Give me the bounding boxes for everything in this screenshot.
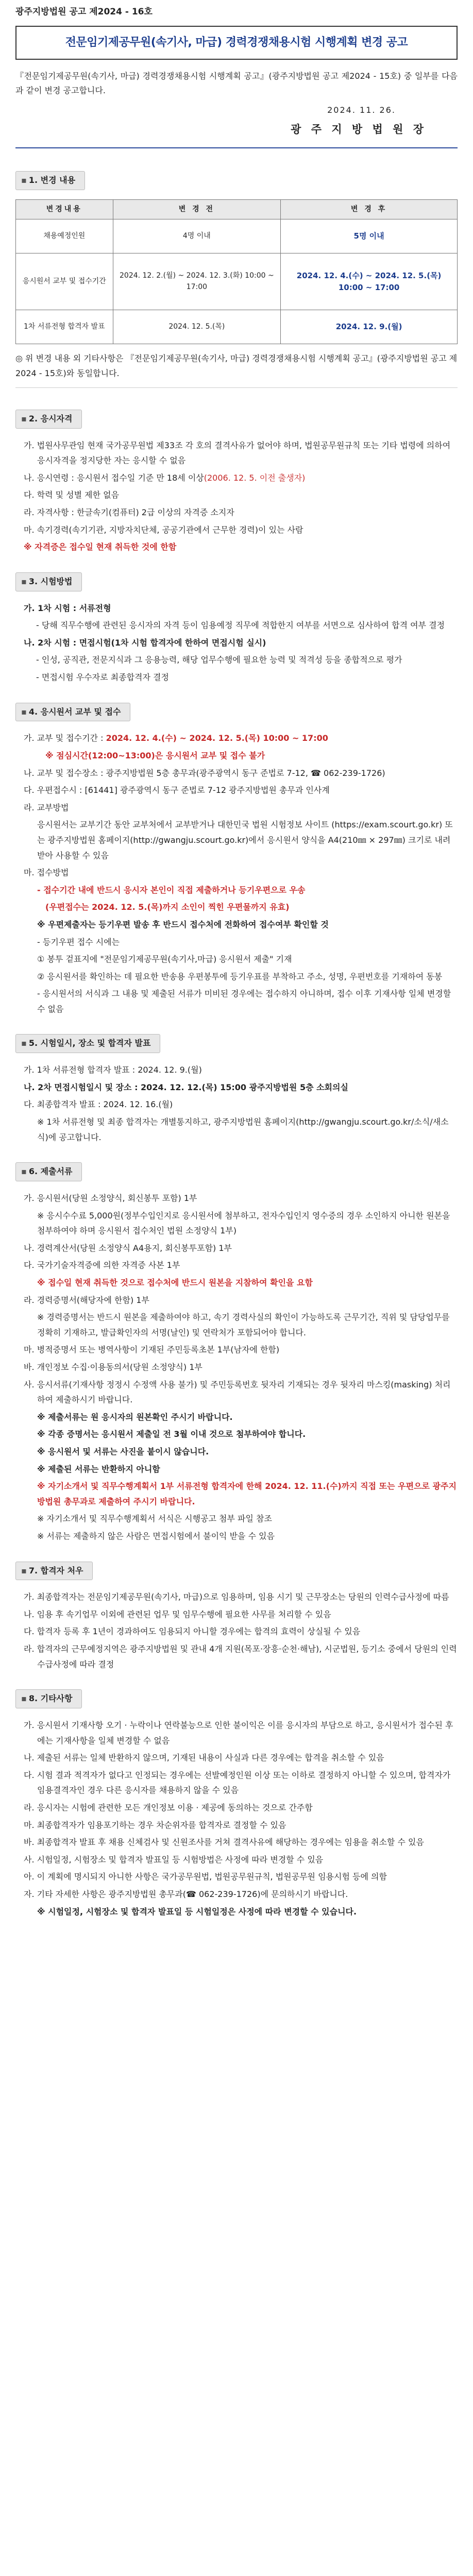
list-item: 사. 시험일정, 시험장소 및 합격자 발표일 등 시험방법은 사정에 따라 변경할 수 있음 — [24, 1854, 324, 1865]
list-item: 가. 교부 및 접수기간 : 2024. 12. 4.(수) ~ 2024. 12. 5.(목) 10:00 ~ 17:00 — [24, 733, 328, 743]
after-value: 2024. 12. 4.(수) ~ 2024. 12. 5.(목) 10:00 ~ 17:00 — [281, 253, 458, 310]
list-item: 가. 응시원서 기재사항 오기 · 누락이나 연락불능으로 인한 불이익은 이를 응시자의 부담으로 하고, 응시원서가 접수된 후에는 기재사항을 일체 변경할 수 없음 — [24, 1720, 453, 1745]
list-item: ① 봉투 겉표지에 "전문임기제공무원(속기사,마급) 응시원서 제출" 기재 — [37, 954, 292, 964]
after-value: 2024. 12. 9.(월) — [281, 310, 458, 344]
section-ornament-icon: ▪ — [21, 1038, 27, 1048]
list-item: 나. 교부 및 접수장소 : 광주지방법원 5층 총무과(광주광역시 동구 준법로 7-12, ☎ 062-239-1726) — [24, 768, 385, 778]
list-note: ※ 제출서류는 원 응시자의 원본확인 주시기 바랍니다. — [37, 1412, 233, 1422]
list-item: 라. 응시자는 시험에 관련한 모든 개인정보 이용 · 제공에 동의하는 것으로 간주함 — [24, 1803, 313, 1813]
table-row — [16, 253, 458, 310]
list-item: 다. 합격자 등록 후 1년이 경과하여도 임용되지 아니할 경우에는 합격의 효력이 상실될 수 있음 — [24, 1626, 361, 1637]
list-item: 마. 속기경력(속기기관, 지방자치단체, 공공기관에서 근무한 경력)이 있는 사람 — [24, 524, 303, 535]
section-7-heading: ▪ 7. 합격자 처우 — [15, 1562, 93, 1581]
before-value: 4명 이내 — [113, 219, 281, 253]
section-2-heading: ▪ 2. 응시자격 — [15, 410, 82, 429]
list-item: 바. 최종합격자 발표 후 채용 신체검사 및 신원조사를 거쳐 결격사유에 해당하는 경우에는 임용을 취소할 수 있음 — [24, 1837, 424, 1848]
list-note: ※ 응시수수료 5,000원(정부수입인지로 응시원서에 첨부하고, 전자수입인지 영수증의 경우 소인하지 아니한 원본을 첨부하여야 하며 응시원서 접수처인 법원 소정양식 1부) — [37, 1210, 450, 1236]
table-header: 변 경 전 — [113, 199, 281, 219]
section-ornament-icon: ▪ — [21, 175, 27, 185]
after-value: 5명 이내 — [281, 219, 458, 253]
row-label: 1차 서류전형 합격자 발표 — [16, 310, 113, 344]
list-item: 나. 임용 후 속기업무 이외에 관련된 업무 및 임무수행에 필요한 사무를 처리할 수 있음 — [24, 1609, 331, 1619]
list-note: ※ 점심시간(12:00~13:00)은 응시원서 교부 및 접수 불가 — [45, 750, 265, 760]
list-item: 마. 접수방법 — [24, 868, 69, 878]
table-header: 변경내용 — [16, 199, 113, 219]
list-item: - 면접시험 우수자로 최종합격자 결정 — [36, 672, 169, 682]
section-6-heading: ▪ 6. 제출서류 — [15, 1162, 82, 1181]
application-period: 2024. 12. 4.(수) ~ 2024. 12. 5.(목) 10:00 ~ 17:00 — [106, 733, 328, 743]
list-item: 다. 우편접수시 : [61441] 광주광역시 동구 준법로 7-12 광주지방법원 총무과 인사계 — [24, 785, 330, 795]
list-item: 응시원서는 교부기간 동안 교부처에서 교부받거나 대한민국 법원 시험정보 사이트 (https://exam.scourt.go.kr) 또는 광주지방법원 홈페이지(http://gwangju.scourt.go.kr)에서 응시원서 양식을 A4(210㎜ × 297㎜) 크기로 내려 받아 사용할 수 있음 — [37, 820, 453, 860]
list-item: - 인성, 공직관, 전문지식과 그 응용능력, 해당 업무수행에 필요한 능력 및 적격성 등을 종합적으로 평가 — [36, 655, 402, 665]
section-8-heading: ▪ 8. 기타사항 — [15, 1689, 82, 1708]
list-item: 자. 기타 자세한 사항은 광주지방법원 총무과(☎ 062-239-1726)에 문의하시기 바랍니다. — [24, 1889, 348, 1899]
list-item: - 당해 직무수행에 관련된 응시자의 자격 등이 임용예정 직무에 적합한지 여부를 서면으로 심사하여 합격 여부 결정 — [36, 620, 445, 631]
document-number: 광주지방법원 공고 제2024 - 16호 — [15, 7, 153, 17]
list-item: (우편접수는 2024. 12. 5.(목)까지 소인이 찍힌 우편물까지 유효) — [45, 902, 290, 912]
sub-heading: 가. 1차 시험 : 서류전형 — [24, 603, 111, 613]
list-note: ※ 우편제출자는 등기우편 발송 후 반드시 접수처에 전화하여 접수여부 확인할 것 — [37, 919, 329, 929]
row-label: 응시원서 교부 및 접수기간 — [16, 253, 113, 310]
list-item: 마. 병적증명서 또는 병역사항이 기재된 주민등록초본 1부(남자에 한함) — [24, 1345, 280, 1355]
list-item: 나. 2차 면접시험일시 및 장소 : 2024. 12. 12.(목) 15:00 광주지방법원 5층 소회의실 — [24, 1082, 348, 1092]
row-label: 채용예정인원 — [16, 219, 113, 253]
list-item: 나. 응시연령 : 응시원서 접수일 기준 만 18세 이상(2006. 12. 5. 이전 출생자) — [24, 472, 306, 483]
section-ornament-icon: ▪ — [21, 1565, 27, 1575]
birth-date-limit: (2006. 12. 5. 이전 출생자) — [204, 472, 306, 483]
section-ornament-icon: ▪ — [21, 706, 27, 717]
section-ornament-icon: ▪ — [21, 576, 27, 586]
list-item: 가. 응시원서(당원 소정양식, 회신봉투 포함) 1부 — [24, 1193, 197, 1204]
list-item: 마. 최종합격자가 임용포기하는 경우 차순위자를 합격자로 결정할 수 있음 — [24, 1820, 286, 1830]
change-note: ◎ 위 변경 내용 외 기타사항은 『전문임기제공무원(속기사, 마급) 경력경쟁채용시험 시행계획 공고』(광주지방법원 공고 제2024 - 15호)와 동일합니다. — [15, 353, 458, 379]
list-item: 다. 시험 결과 적격자가 없다고 인정되는 경우에는 선발예정인원 이상 또는 이하로 결정하지 아니할 수 있으며, 합격자가 임용결격자인 경우 다른 응시자를 채용하지 않을 수 있음 — [24, 1770, 451, 1795]
sub-heading: 나. 2차 시험 : 면접시험(1차 시험 합격자에 한하여 면접시험 실시) — [24, 637, 266, 648]
section-5-heading: ▪ 5. 시험일시, 장소 및 합격자 발표 — [15, 1034, 160, 1053]
list-item: 다. 학력 및 성별 제한 없음 — [24, 490, 120, 500]
change-table — [15, 199, 458, 345]
list-item: 가. 법원사무관임 현재 국가공무원법 제33조 각 호의 결격사유가 없어야 하며, 법원공무원규칙 또는 기타 법령에 의하여 응시자격을 정지당한 자는 응시할 수 없음 — [24, 440, 451, 466]
divider — [15, 387, 458, 388]
list-item: 나. 경력계산서(당원 소정양식 A4용지, 회신봉투포함) 1부 — [24, 1243, 232, 1253]
divider — [15, 147, 458, 148]
list-item: 가. 최종합격자는 전문임기제공무원(속기사, 마급)으로 임용하며, 임용 시기 및 근무장소는 당원의 인력수급사정에 따름 — [24, 1592, 449, 1602]
list-item: 다. 최종합격자 발표 : 2024. 12. 16.(월) — [24, 1099, 173, 1110]
list-item: ② 응시원서를 확인하는 데 필요한 반송용 우편봉투에 등기우표를 부착하고 주소, 성명, 우편번호를 기재하여 동봉 — [37, 971, 443, 981]
list-item: 라. 자격사항 : 한글속기(컴퓨터) 2급 이상의 자격증 소지자 — [24, 507, 234, 518]
list-note: ※ 경력증명서는 반드시 원본을 제출하여야 하고, 속기 경력사실의 확인이 가능하도록 근무기간, 직위 및 담당업무를 정확히 기재하고, 발급확인자의 서명(날인) 및 연락처가 포함되어야 합니다. — [37, 1312, 450, 1337]
section-ornament-icon: ▪ — [21, 413, 27, 423]
list-note: ※ 자격증은 접수일 현재 취득한 것에 한함 — [24, 542, 177, 552]
list-note: ※ 1차 서류전형 및 최종 합격자는 개별통지하고, 광주지방법원 홈페이지(http://gwangju.scourt.go.kr/소식/새소식)에 공고합니다. — [37, 1117, 449, 1142]
list-note: ※ 제출된 서류는 반환하지 아니함 — [37, 1464, 160, 1474]
before-value: 2024. 12. 2.(월) ~ 2024. 12. 3.(화) 10:00 ~ 17:00 — [113, 253, 281, 310]
list-note: ※ 응시원서 및 서류는 사진을 붙이시 않습니다. — [37, 1446, 209, 1456]
list-item: 나. 제출된 서류는 일체 반환하지 않으며, 기재된 내용이 사실과 다른 경우에는 합격을 취소할 수 있음 — [24, 1753, 384, 1763]
signer: 광 주 지 방 법 원 장 — [291, 123, 427, 136]
notice-title: 전문임기제공무원(속기사, 마급) 경력경쟁채용시험 시행계획 변경 공고 — [15, 26, 458, 60]
notice-date: 2024. 11. 26. — [327, 105, 396, 115]
table-row — [16, 219, 458, 253]
list-note: ※ 서류는 제출하지 않은 사람은 면접시험에서 불이익 받을 수 있음 — [37, 1531, 275, 1541]
list-item: 다. 국가기술자격증에 의한 자격증 사본 1부 — [24, 1260, 180, 1270]
list-item: 아. 이 계획에 명시되지 아니한 사항은 국가공무원법, 법원공무원규칙, 법원공무원 임용시험 등에 의함 — [24, 1872, 387, 1882]
section-4-heading: ▪ 4. 응시원서 교부 및 접수 — [15, 703, 130, 722]
list-item: 라. 교부방법 — [24, 802, 69, 812]
list-item: - 접수기간 내에 반드시 응시자 본인이 직접 제출하거나 등기우편으로 우송 — [37, 885, 306, 895]
list-item: 라. 경력증명서(해당자에 한함) 1부 — [24, 1295, 149, 1305]
list-note: ※ 자기소개서 및 직무수행계획서 1부 서류전형 합격자에 한해 2024. 12. 11.(수)까지 직접 또는 우편으로 광주지방법원 총무과로 제출하여 주시기 바랍니다. — [37, 1481, 457, 1506]
intro-text: 『전문임기제공무원(속기사, 마급) 경력경쟁채용시험 시행계획 공고』(광주지방법원 공고 제2024 - 15호) 중 일부를 다음과 같이 변경 공고합니다. — [15, 71, 458, 96]
list-item: 가. 1차 서류전형 합격자 발표 : 2024. 12. 9.(월) — [24, 1065, 202, 1075]
table-row — [16, 310, 458, 344]
list-note: ※ 시험일정, 시험장소 및 합격자 발표일 등 시험일정은 사정에 따라 변경할 수 있습니다. — [37, 1906, 357, 1917]
table-header: 변 경 후 — [281, 199, 458, 219]
list-note: ※ 접수일 현재 취득한 것으로 접수처에 반드시 원본을 지참하여 확인을 요함 — [37, 1278, 313, 1287]
list-item: - 등기우편 접수 시에는 — [37, 937, 120, 947]
before-value: 2024. 12. 5.(목) — [113, 310, 281, 344]
list-note: ※ 자기소개서 및 직무수행계획서 서식은 시행공고 첨부 파일 참조 — [37, 1514, 272, 1524]
list-item: 라. 합격자의 근무예정지역은 광주지방법원 및 관내 4개 지원(목포·장흥·순천·해남), 시군법원, 등기소 중에서 당원의 인력수급사정에 따라 결정 — [24, 1644, 457, 1669]
list-item: 바. 개인정보 수집·이용동의서(당원 소정양식) 1부 — [24, 1362, 202, 1372]
section-3-heading: ▪ 3. 시험방법 — [15, 572, 82, 591]
section-1-heading: ▪ 1. 변경 내용 — [15, 171, 85, 190]
list-item: - 응시원서의 서식과 그 내용 및 제출된 서류가 미비된 경우에는 접수하지 아니하며, 접수 이후 기재사항 일체 변경할 수 없음 — [37, 989, 451, 1014]
section-ornament-icon: ▪ — [21, 1166, 27, 1177]
list-item: 사. 응시서류(기재사항 정정시 수정액 사용 불가) 및 주민등록번호 뒷자리 기재되는 경우 뒷자리 마스킹(masking) 처리하여 제출하시기 바랍니다. — [24, 1379, 451, 1405]
list-note: ※ 각종 증명서는 응시원서 제출일 전 3월 이내 것으로 첨부하여야 합니다. — [37, 1429, 306, 1439]
section-ornament-icon: ▪ — [21, 1693, 27, 1704]
